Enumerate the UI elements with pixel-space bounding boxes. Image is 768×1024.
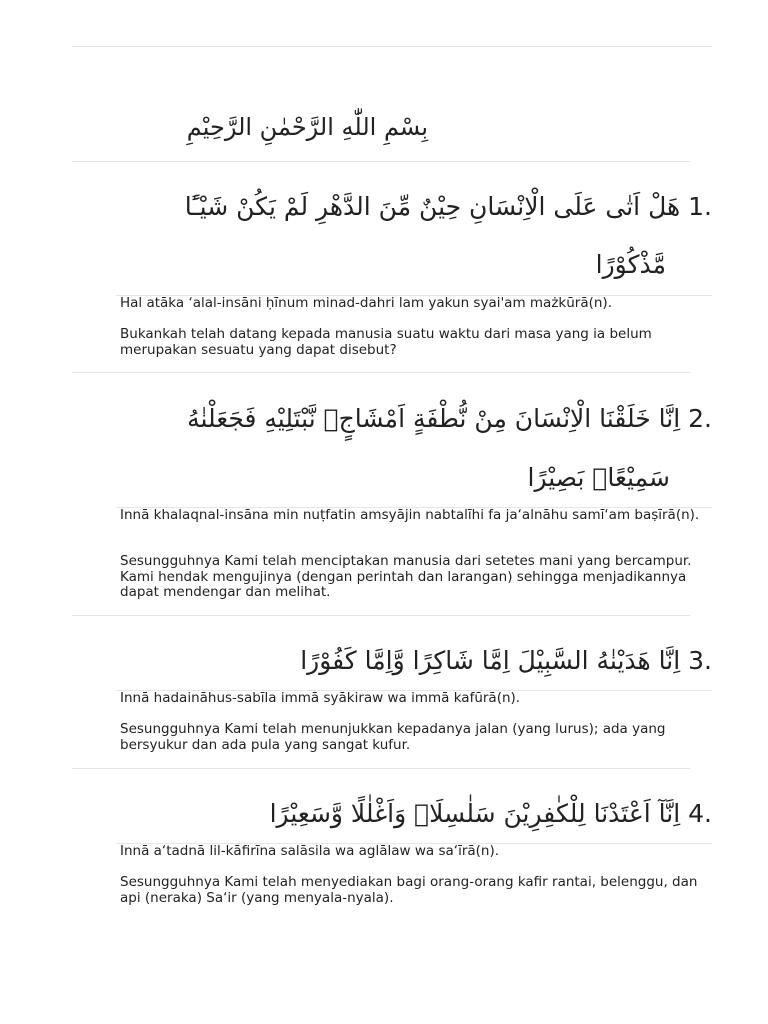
verse-4-arabic-line1: اِنَّآ اَعْتَدْنَا لِلْكٰفِرِيْنَ سَلٰسِلَا۟ وَاَغْلٰلًا وَّسَعِيْرًا bbox=[269, 799, 681, 828]
verse-4-transliteration: Innā a‘tadnā lil-kāfirīna salāsila wa aglālaw wa sa‘īrā(n). bbox=[120, 843, 500, 859]
verse-2-translation: Sesungguhnya Kami telah menciptakan manusia dari setetes mani yang bercampur. Kami hendak mengujinya (dengan perintah dan larangan) sehingga menjadikannya dapat mendengar dan melihat. bbox=[120, 553, 692, 600]
verse-4-translation: Sesungguhnya Kami telah menyediakan bagi orang-orang kafir rantai, belenggu, dan api (neraka) Sa‘ir (yang menyala-nyala). bbox=[120, 874, 698, 906]
verse-3-arabic-line1: اِنَّا هَدَيْنٰهُ السَّبِيْلَ اِمَّا شَاكِرًا وَّاِمَّا كَفُوْرًا bbox=[300, 646, 681, 675]
verse-2-arabic-cont bbox=[528, 455, 671, 501]
verse-4-number: 4. bbox=[688, 799, 712, 828]
verse-1-translation: Bukankah telah datang kepada manusia suatu waktu dari masa yang ia belum merupakan sesuatu yang dapat disebut? bbox=[120, 326, 652, 358]
verse-1-arabic bbox=[185, 184, 712, 230]
verse-2-arabic-line1: اِنَّا خَلَقْنَا الْاِنْسَانَ مِنْ نُّطْفَةٍ اَمْشَاجٍۖ نَّبْتَلِيْهِ فَجَعَلْنٰهُ bbox=[187, 404, 681, 433]
divider-1b bbox=[72, 372, 690, 373]
verse-1-arabic-line1: هَلْ اَتٰى عَلَى الْاِنْسَانِ حِيْنٌ مِّنَ الدَّهْرِ لَمْ يَكُنْ شَيْـًٔا bbox=[184, 192, 681, 221]
verse-4-arabic bbox=[270, 791, 712, 837]
basmala: بِسْمِ اللّٰهِ الرَّحْمٰنِ الرَّحِيْمِ bbox=[186, 113, 428, 141]
verse-1-arabic-cont bbox=[596, 242, 666, 288]
verse-3-transliteration: Innā hadaināhus-sabīla immā syākiraw wa immā kafūrā(n). bbox=[120, 690, 521, 706]
verse-1-arabic-line2: مَّذْكُوْرًا bbox=[595, 250, 666, 279]
verse-1-number: 1. bbox=[688, 192, 712, 221]
verse-2-arabic-line2: سَمِيْعًاۢ بَصِيْرًا bbox=[527, 463, 670, 492]
divider-basmala bbox=[72, 161, 690, 162]
verse-2-number: 2. bbox=[688, 404, 712, 433]
verse-3-arabic bbox=[300, 638, 712, 684]
divider-top bbox=[72, 46, 712, 47]
verse-2-arabic bbox=[187, 396, 712, 442]
verse-2-transliteration: Innā khalaqnal-insāna min nuṭfatin amsyājin nabtalīhi fa ja‘alnāhu samī‘am baṣīrā(n). bbox=[120, 507, 700, 523]
verse-3-translation: Sesungguhnya Kami telah menunjukkan kepadanya jalan (yang lurus); ada yang bersyukur dan ada pula yang sangat kufur. bbox=[120, 721, 666, 753]
verse-1-transliteration: Hal atāka ‘alal-insāni ḥīnum minad-dahri lam yakun syai'am mażkūrā(n). bbox=[120, 295, 612, 311]
divider-3b bbox=[72, 768, 690, 769]
divider-2b bbox=[72, 615, 690, 616]
verse-3-number: 3. bbox=[688, 646, 712, 675]
